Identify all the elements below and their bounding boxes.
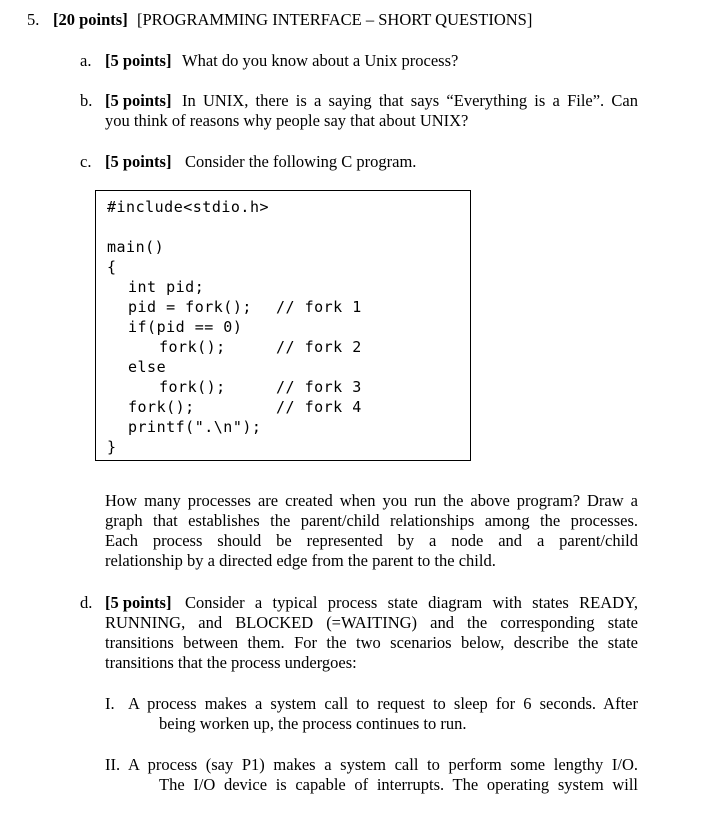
scenario-2-line1: A process (say P1) makes a system call to perform some lengthy I/O.	[128, 755, 638, 774]
code-include: #include<stdio.h>	[107, 198, 270, 216]
part-c-points: [5 points]	[105, 152, 172, 171]
part-d-points: [5 points]	[105, 593, 172, 612]
part-d-text-line3: transitions between them. For the two scenarios below, describe the state	[105, 633, 638, 652]
scenario-1-numeral: I.	[105, 694, 115, 713]
part-c-text: Consider the following C program.	[185, 152, 417, 171]
code-open-brace: {	[107, 258, 117, 276]
part-a-points: [5 points]	[105, 51, 172, 70]
code-fork4-comment: // fork 4	[276, 398, 362, 416]
part-c-question-line3: Each process should be represented by a node and a parent/child	[105, 531, 638, 550]
part-d-label: d.	[80, 593, 93, 612]
code-fork1-comment: // fork 1	[276, 298, 362, 316]
question-title: [PROGRAMMING INTERFACE – SHORT QUESTIONS]	[137, 10, 533, 29]
code-fork1-stmt: pid = fork();	[128, 298, 252, 316]
scenario-2-line2: The I/O device is capable of interrupts. The operating system will	[159, 775, 638, 794]
part-c-question-line2: graph that establishes the parent/child relationships among the processes.	[105, 511, 638, 530]
code-else: else	[128, 358, 167, 376]
code-fork2-stmt: fork();	[159, 338, 226, 356]
scenario-2-numeral: II.	[105, 755, 121, 774]
part-b-label: b.	[80, 91, 93, 110]
part-b-text-line1: In UNIX, there is a saying that says “Everything is a File”. Can	[182, 91, 638, 110]
code-fork2-comment: // fork 2	[276, 338, 362, 356]
code-if: if(pid == 0)	[128, 318, 243, 336]
scenario-1-line1: A process makes a system call to request to sleep for 6 seconds. After	[128, 694, 638, 713]
scenario-1-line2: being worken up, the process continues to run.	[159, 714, 467, 733]
part-b-text-line2: you think of reasons why people say that about UNIX?	[105, 111, 469, 130]
question-points: [20 points]	[53, 10, 128, 29]
part-a-text: What do you know about a Unix process?	[182, 51, 459, 70]
code-fork3-stmt: fork();	[159, 378, 226, 396]
code-decl: int pid;	[128, 278, 205, 296]
part-c-question-line1: How many processes are created when you run the above program? Draw a	[105, 491, 638, 510]
part-a-label: a.	[80, 51, 92, 70]
part-c-label: c.	[80, 152, 92, 171]
part-d-text-line2: RUNNING, and BLOCKED (=WAITING) and the corresponding state	[105, 613, 638, 632]
part-d-text-line4: transitions that the process undergoes:	[105, 653, 357, 672]
part-c-question-line4: relationship by a directed edge from the parent to the child.	[105, 551, 496, 570]
part-d-text-line1: Consider a typical process state diagram with states READY,	[185, 593, 638, 612]
code-fork4-stmt: fork();	[128, 398, 195, 416]
code-main: main()	[107, 238, 165, 256]
part-b-points: [5 points]	[105, 91, 172, 110]
code-fork3-comment: // fork 3	[276, 378, 362, 396]
question-number: 5.	[27, 10, 40, 29]
code-close-brace: }	[107, 438, 117, 456]
code-printf: printf(".\n");	[128, 418, 262, 436]
